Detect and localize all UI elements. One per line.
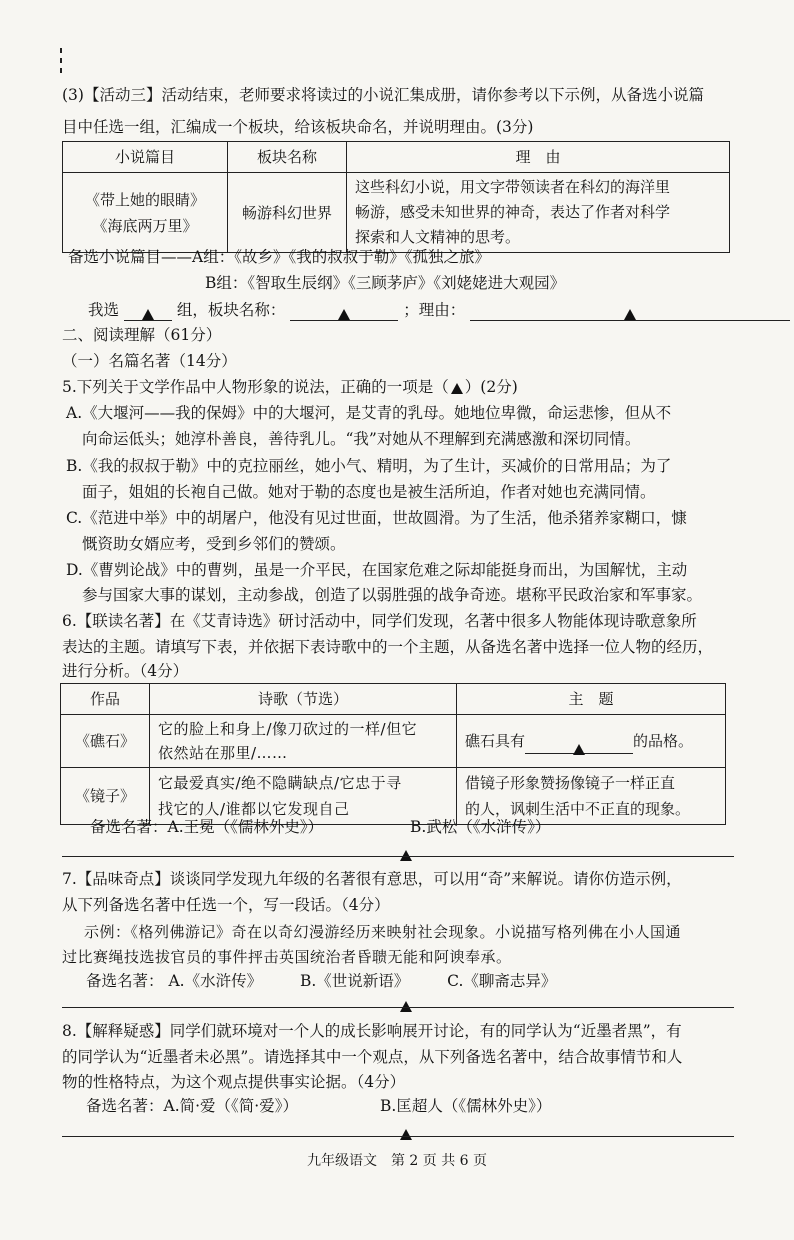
q6-answer-line bbox=[62, 856, 734, 857]
q6-table bbox=[60, 683, 726, 825]
table-header: 作品 bbox=[61, 684, 150, 715]
q7-option-c: C.《聊斋志异》 bbox=[447, 972, 557, 990]
activity3-answer-line bbox=[88, 299, 790, 321]
q6-options-a: 备选名著：A.王冕（《儒林外史》） bbox=[90, 818, 324, 836]
table-cell-poem bbox=[150, 715, 457, 768]
binding-dots bbox=[60, 48, 64, 78]
q7-stem-line2: 从下列备选名著中任选一个，写一段话。（4分） bbox=[62, 896, 390, 914]
table-header: 板块名称 bbox=[228, 142, 347, 173]
q6-stem-line2: 表达的主题。请填写下表，并依据下表诗歌中的一个主题，从备选名著中选择一位人物的经历， bbox=[62, 638, 714, 656]
table-cell-titles bbox=[63, 173, 228, 253]
q5-option-d-line2: 参与国家大事的谋划，主动参战，创造了以弱胜强的战争奇迹。堪称平民政治家和军事家。 bbox=[82, 586, 703, 604]
q5-stem-text: 5.下列关于文学作品中人物形象的说法，正确的一项是（ bbox=[62, 378, 449, 396]
q5-option-a-line2: 向命运低头；她淳朴善良，善待乳儿。“我”对她从不理解到充满感激和深切同情。 bbox=[82, 430, 641, 448]
table-cell-theme bbox=[457, 715, 726, 768]
answer-triangle-icon bbox=[338, 309, 350, 320]
q7-stem-line1: 7.【品味奇点】谈谈同学发现九年级的名著很有意思，可以用“奇”来解说。请你仿造示例， bbox=[62, 870, 682, 888]
q7-answer-line bbox=[62, 1007, 734, 1008]
poem-line: 它的脸上和身上/像刀砍过的一样/但它 bbox=[158, 720, 418, 738]
q5-stem-score: ）(2分) bbox=[464, 378, 518, 396]
q6-stem-line1: 6.【联读名著】在《艾青诗选》研讨活动中，同学们发现，名著中很多人物能体现诗歌意象所 bbox=[62, 612, 697, 630]
theme-blank[interactable] bbox=[525, 735, 633, 754]
answer-prefix: 我选 bbox=[88, 301, 120, 319]
q7-options-label: 备选名著： bbox=[86, 972, 164, 990]
theme-line: 的人，讽刺生活中不正直的现象。 bbox=[465, 800, 691, 818]
q7-options bbox=[86, 970, 556, 992]
q7-example-line2: 过比赛绳技选拔官员的事件抨击英国统治者昏聩无能和阿谀奉承。 bbox=[62, 948, 512, 966]
answer-triangle-icon bbox=[624, 309, 636, 320]
table-cell-reason bbox=[347, 173, 730, 253]
q8-options-b: B.匡超人（《儒林外史》） bbox=[380, 1097, 552, 1115]
q5-option-d-line1: D.《曹刿论战》中的曹刿，虽是一介平民，在国家危难之际却能挺身而出，为国解忧，主动 bbox=[66, 561, 688, 579]
q6-stem-line3: 进行分析。（4分） bbox=[62, 662, 189, 680]
poem-line: 依然站在那里/…… bbox=[158, 744, 288, 762]
q6-answer-triangle[interactable] bbox=[398, 845, 414, 864]
q6-options-b: B.武松（《水浒传》） bbox=[410, 818, 551, 836]
answer-triangle-icon[interactable] bbox=[451, 383, 463, 394]
reason-blank[interactable] bbox=[470, 302, 790, 321]
table-header: 诗歌（节选） bbox=[150, 684, 457, 715]
q7-option-b: B.《世说新语》 bbox=[299, 972, 410, 990]
activity3-prompt-line2: 目中任选一组，汇编成一个板块，给该板块命名，并说明理由。(3分) bbox=[62, 118, 534, 136]
theme-line: 借镜子形象赞扬像镜子一样正直 bbox=[465, 774, 676, 792]
q5-option-c-line2: 慨资助女婿应考，受到乡邻们的赞颂。 bbox=[82, 535, 346, 553]
q7-answer-triangle[interactable] bbox=[398, 996, 414, 1015]
answer-triangle-icon bbox=[400, 1129, 412, 1140]
q5-option-b-line2: 面子，姐姐的长袍自己做。她对于勒的态度也是被生活所迫，作者对她也充满同情。 bbox=[82, 483, 656, 501]
q8-stem-line1: 8.【解释疑惑】同学们就环境对一个人的成长影响展开讨论，有的同学认为“近墨者黑”，有 bbox=[62, 1022, 682, 1040]
theme-suffix: 的品格。 bbox=[633, 732, 694, 750]
activity3-table bbox=[62, 141, 730, 253]
reason-line: 探索和人文精神的思考。 bbox=[355, 228, 521, 246]
q7-option-a: A.《水浒传》 bbox=[168, 972, 263, 990]
q5-option-b-line1: B.《我的叔叔于勒》中的克拉丽丝，她小气、精明，为了生计，买减价的日常用品；为了 bbox=[66, 457, 672, 475]
q5-option-a-line1: A.《大堰河——我的保姆》中的大堰河，是艾青的乳母。她地位卑微，命运悲惨，但从不 bbox=[66, 404, 672, 422]
group-blank[interactable] bbox=[124, 302, 172, 321]
reason-line: 这些科幻小说，用文字带领读者在科幻的海洋里 bbox=[355, 178, 671, 196]
reason-line: 畅游，感受未知世界的神奇，表达了作者对科学 bbox=[355, 203, 671, 221]
activity3-options-a: 备选小说篇目——A组：《故乡》《我的叔叔于勒》《孤独之旅》 bbox=[68, 248, 490, 266]
section2-sub1: （一）名篇名著（14分） bbox=[62, 352, 237, 370]
answer-label-section: 组，板块名称： bbox=[176, 301, 286, 319]
q8-answer-triangle[interactable] bbox=[398, 1124, 414, 1143]
q8-stem-line3: 物的性格特点，为这个观点提供事实论据。（4分） bbox=[62, 1073, 406, 1091]
activity3-options-b: B组：《智取生辰纲》《三顾茅庐》《刘姥姥进大观园》 bbox=[205, 274, 566, 292]
activity3-prompt-line1: (3)【活动三】活动结束，老师要求将读过的小说汇集成册，请你参考以下示例，从备选小说篇 bbox=[62, 86, 704, 104]
poem-line: 找它的人/谁都以它发现自己 bbox=[158, 800, 350, 818]
novel-title: 《带上她的眼睛》 bbox=[84, 190, 205, 209]
table-header: 小说篇目 bbox=[63, 142, 228, 173]
table-header: 理 由 bbox=[347, 142, 730, 173]
table-cell-section: 畅游科幻世界 bbox=[228, 173, 347, 253]
section2-title: 二、阅读理解（61分） bbox=[62, 326, 222, 344]
q8-options-a: 备选名著：A.简·爱（《简·爱》） bbox=[86, 1097, 298, 1115]
table-header: 主 题 bbox=[457, 684, 726, 715]
answer-triangle-icon bbox=[573, 744, 585, 755]
novel-title: 《海底两万里》 bbox=[92, 216, 198, 235]
theme-prefix: 礁石具有 bbox=[465, 732, 526, 750]
table-cell-work: 《礁石》 bbox=[61, 715, 150, 768]
q7-example-line1: 示例：《格列佛游记》奇在以奇幻漫游经历来映射社会现象。小说描写格列佛在小人国通 bbox=[84, 923, 682, 941]
q8-answer-line bbox=[62, 1136, 734, 1137]
q5-stem bbox=[62, 376, 518, 398]
page-footer: 九年级语文 第 2 页 共 6 页 bbox=[306, 1153, 488, 1169]
section-name-blank[interactable] bbox=[290, 302, 398, 321]
q8-stem-line2: 的同学认为“近墨者未必黑”。请选择其中一个观点，从下列备选名著中，结合故事情节和人 bbox=[62, 1048, 683, 1066]
answer-label-reason: ；理由： bbox=[403, 301, 466, 319]
q5-option-c-line1: C.《范进中举》中的胡屠户，他没有见过世面，世故圆滑。为了生活，他杀猪养家糊口，慷 bbox=[66, 509, 687, 527]
answer-triangle-icon bbox=[142, 309, 154, 320]
poem-line: 它最爱真实/绝不隐瞒缺点/它忠于寻 bbox=[158, 774, 402, 792]
table-cell-work: 《镜子》 bbox=[61, 768, 150, 825]
